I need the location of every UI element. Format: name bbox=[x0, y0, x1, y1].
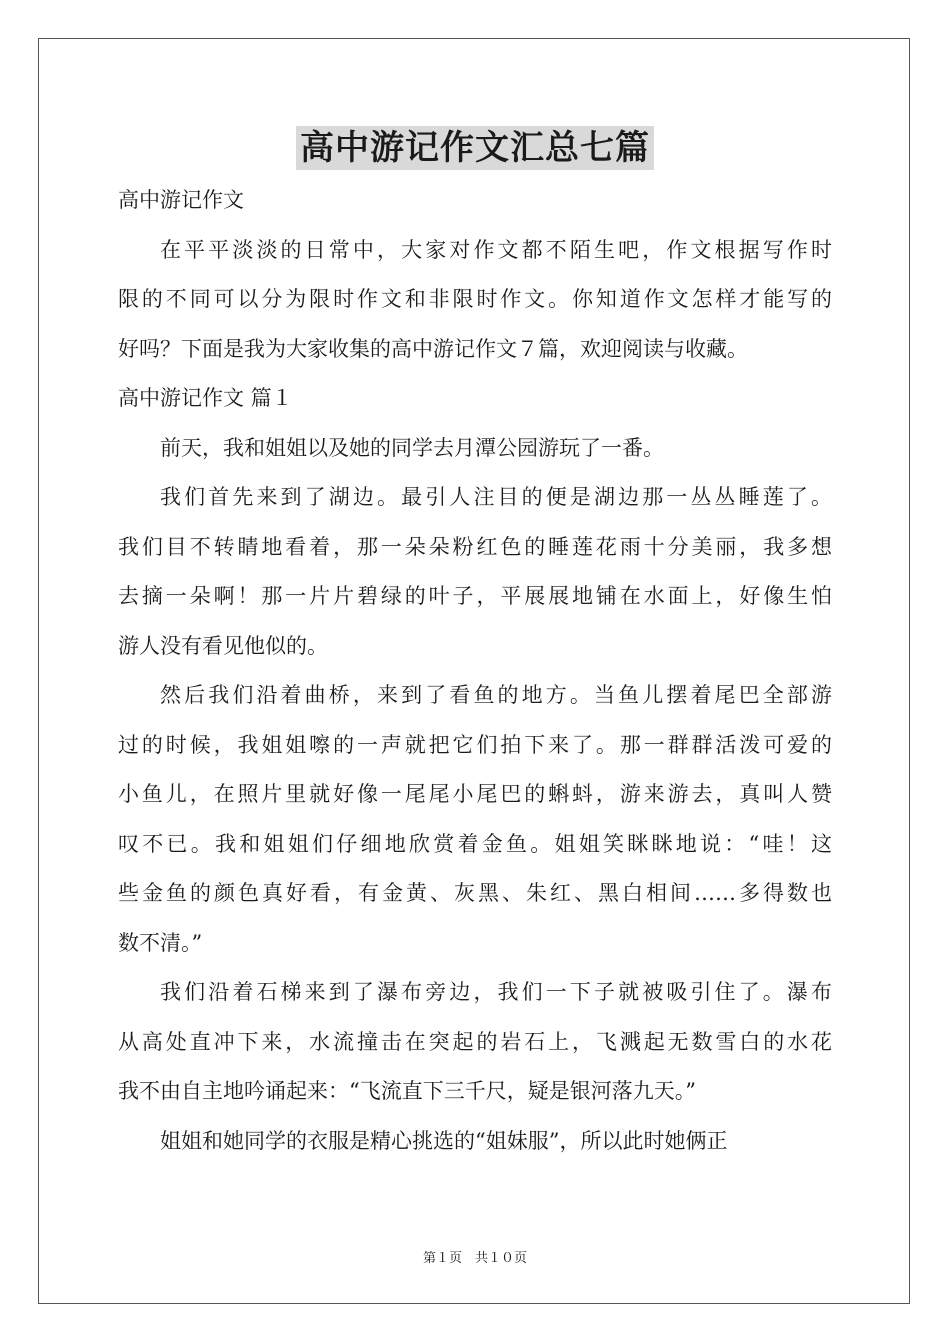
document-title: 高中游记作文汇总七篇 bbox=[296, 126, 654, 170]
text-line: 高中游记作文 bbox=[118, 188, 244, 212]
text-line: 从高处直冲下来，水流撞击在突起的岩石上，飞溅起无数雪白的水花 bbox=[118, 1029, 832, 1054]
text-line: 去摘一朵啊！那一片片碧绿的叶子，平展展地铺在水面上，好像生怕 bbox=[118, 584, 832, 608]
text-line: 在平平淡淡的日常中，大家对作文都不陌生吧，作文根据写作时 bbox=[160, 237, 832, 262]
text-line: 小鱼儿，在照片里就好像一尾尾小尾巴的蝌蚪，游来游去，真叫人赞 bbox=[118, 782, 832, 806]
text-line: 然后我们沿着曲桥，来到了看鱼的地方。当鱼儿摆着尾巴全部游 bbox=[160, 683, 832, 707]
text-line: 高中游记作文 篇１ bbox=[118, 386, 293, 410]
body-paragraph bbox=[118, 473, 832, 671]
text-line: 过的时候，我姐姐嚓的一声就把它们拍下来了。那一群群活泼可爱的 bbox=[118, 732, 832, 757]
text-line: 我不由自主地吟诵起来：“飞流直下三千尺，疑是银河落九天。” bbox=[118, 1079, 696, 1103]
body-paragraph bbox=[118, 1117, 832, 1167]
text-line: 些金鱼的颜色真好看，有金黄、灰黑、朱红、黑白相间……多得数也 bbox=[118, 881, 832, 905]
text-line: 叹不已。我和姐姐们仔细地欣赏着金鱼。姐姐笑眯眯地说：“哇！这 bbox=[118, 831, 832, 856]
title-container bbox=[0, 126, 950, 170]
page-footer: 第１页 共１０页 bbox=[422, 1251, 527, 1266]
document-body bbox=[118, 176, 832, 1166]
text-line: 前天，我和姐姐以及她的同学去月潭公园游玩了一番。 bbox=[160, 435, 664, 460]
text-line: 好吗？下面是我为大家收集的高中游记作文７篇，欢迎阅读与收藏。 bbox=[118, 336, 748, 361]
text-line: 我们沿着石梯来到了瀑布旁边，我们一下子就被吸引住了。瀑布 bbox=[160, 980, 832, 1004]
text-line: 数不清。” bbox=[118, 930, 203, 955]
text-line: 限的不同可以分为限时作文和非限时作文。你知道作文怎样才能写的 bbox=[118, 287, 832, 311]
body-paragraph bbox=[118, 424, 832, 474]
text-line: 我们首先来到了湖边。最引人注目的便是湖边那一丛丛睡莲了。 bbox=[160, 485, 832, 509]
text-line: 游人没有看见他似的。 bbox=[118, 633, 328, 658]
body-paragraph bbox=[118, 226, 832, 375]
body-paragraph bbox=[118, 671, 832, 968]
text-line: 我们目不转睛地看着，那一朵朵粉红色的睡莲花雨十分美丽，我多想 bbox=[118, 534, 832, 559]
section-heading bbox=[118, 176, 832, 226]
text-line: 姐姐和她同学的衣服是精心挑选的“姐妹服”，所以此时她俩正 bbox=[160, 1128, 728, 1153]
body-paragraph bbox=[118, 968, 832, 1117]
section-heading bbox=[118, 374, 832, 424]
